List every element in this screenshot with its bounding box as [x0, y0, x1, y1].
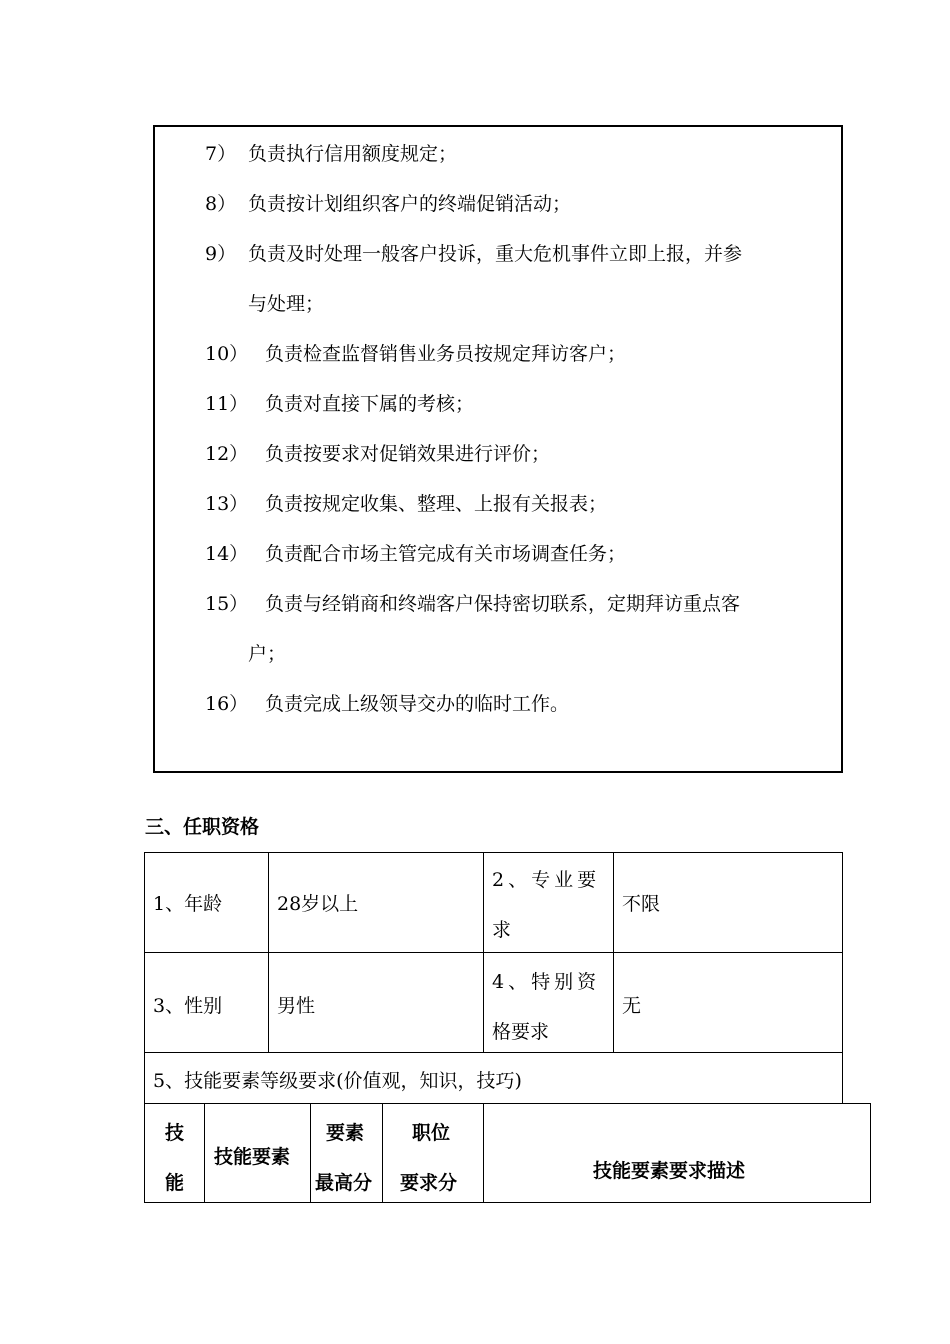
- table-cell: [483, 952, 614, 1053]
- major-value: 不限: [622, 893, 661, 915]
- duty-number: 14）: [205, 543, 249, 565]
- duties-box: [153, 125, 843, 773]
- skill-col1-line1: 技: [165, 1122, 185, 1144]
- duty-text: 负责执行信用额度规定；: [248, 143, 458, 165]
- table-cell: [268, 852, 484, 953]
- skills-title: 5、技能要素等级要求(价值观，知识，技巧): [153, 1070, 522, 1092]
- table-header-cell: [144, 1103, 205, 1203]
- duty-number: 16）: [205, 693, 249, 715]
- duty-text-continuation: 与处理；: [248, 293, 325, 315]
- table-cell: [613, 852, 843, 953]
- duty-text: 负责按要求对促销效果进行评价；: [265, 443, 551, 465]
- major-label: 2、专业要: [492, 869, 601, 891]
- duty-text: 负责按规定收集、整理、上报有关报表；: [265, 493, 608, 515]
- duty-item: [205, 479, 835, 529]
- duty-item: [205, 679, 835, 729]
- skill-col3-line2: 最高分: [315, 1172, 373, 1194]
- age-value: 28岁以上: [277, 893, 359, 915]
- duty-number: 11）: [205, 393, 249, 415]
- special-label-cont: 格要求: [492, 1021, 550, 1043]
- table-cell: [144, 1052, 843, 1104]
- duty-item: [205, 379, 835, 429]
- duty-number: 9）: [205, 243, 237, 265]
- skill-col2: 技能要素: [214, 1146, 291, 1168]
- table-cell: [144, 952, 269, 1053]
- table-cell: [483, 852, 614, 953]
- duty-item: [205, 579, 835, 629]
- table-header-cell: [483, 1103, 871, 1203]
- duty-item: [205, 129, 835, 179]
- special-value: 无: [622, 995, 642, 1017]
- gender-value: 男性: [277, 995, 316, 1017]
- table-cell: [268, 952, 484, 1053]
- table-header-cell: [310, 1103, 383, 1203]
- duty-text: 负责及时处理一般客户投诉，重大危机事件立即上报，并参: [248, 243, 743, 265]
- skill-col5: 技能要素要求描述: [593, 1160, 746, 1182]
- duty-text: 负责对直接下属的考核；: [265, 393, 475, 415]
- duty-text-continuation: 户；: [248, 643, 287, 665]
- section-title: 三、任职资格: [145, 816, 260, 838]
- duty-item: [205, 529, 835, 579]
- duty-number: 15）: [205, 593, 249, 615]
- age-label: 1、年龄: [153, 893, 223, 915]
- duty-text: 负责检查监督销售业务员按规定拜访客户；: [265, 343, 627, 365]
- major-label-cont: 求: [492, 919, 512, 941]
- skill-col1-line2: 能: [165, 1172, 185, 1194]
- duty-text: 负责完成上级领导交办的临时工作。: [265, 693, 570, 715]
- duty-number: 8）: [205, 193, 237, 215]
- special-label: 4、特别资: [492, 971, 601, 993]
- duty-number: 7）: [205, 143, 237, 165]
- table-header-cell: [382, 1103, 484, 1203]
- duty-number: 12）: [205, 443, 249, 465]
- duty-text: 负责按计划组织客户的终端促销活动；: [248, 193, 572, 215]
- duty-text: 负责配合市场主管完成有关市场调查任务；: [265, 543, 627, 565]
- duty-item: [205, 329, 835, 379]
- gender-label: 3、性别: [153, 995, 223, 1017]
- table-header-cell: [204, 1103, 311, 1203]
- table-cell: [144, 852, 269, 953]
- duty-item: [205, 229, 835, 279]
- skill-col4-line1: 职位: [412, 1122, 451, 1144]
- skill-col4-line2: 要求分: [400, 1172, 458, 1194]
- duty-number: 10）: [205, 343, 249, 365]
- duty-item: [205, 429, 835, 479]
- skill-col3-line1: 要素: [326, 1122, 365, 1144]
- table-cell: [613, 952, 843, 1053]
- duty-text: 负责与经销商和终端客户保持密切联系，定期拜访重点客: [265, 593, 741, 615]
- duty-item: [205, 179, 835, 229]
- duty-number: 13）: [205, 493, 249, 515]
